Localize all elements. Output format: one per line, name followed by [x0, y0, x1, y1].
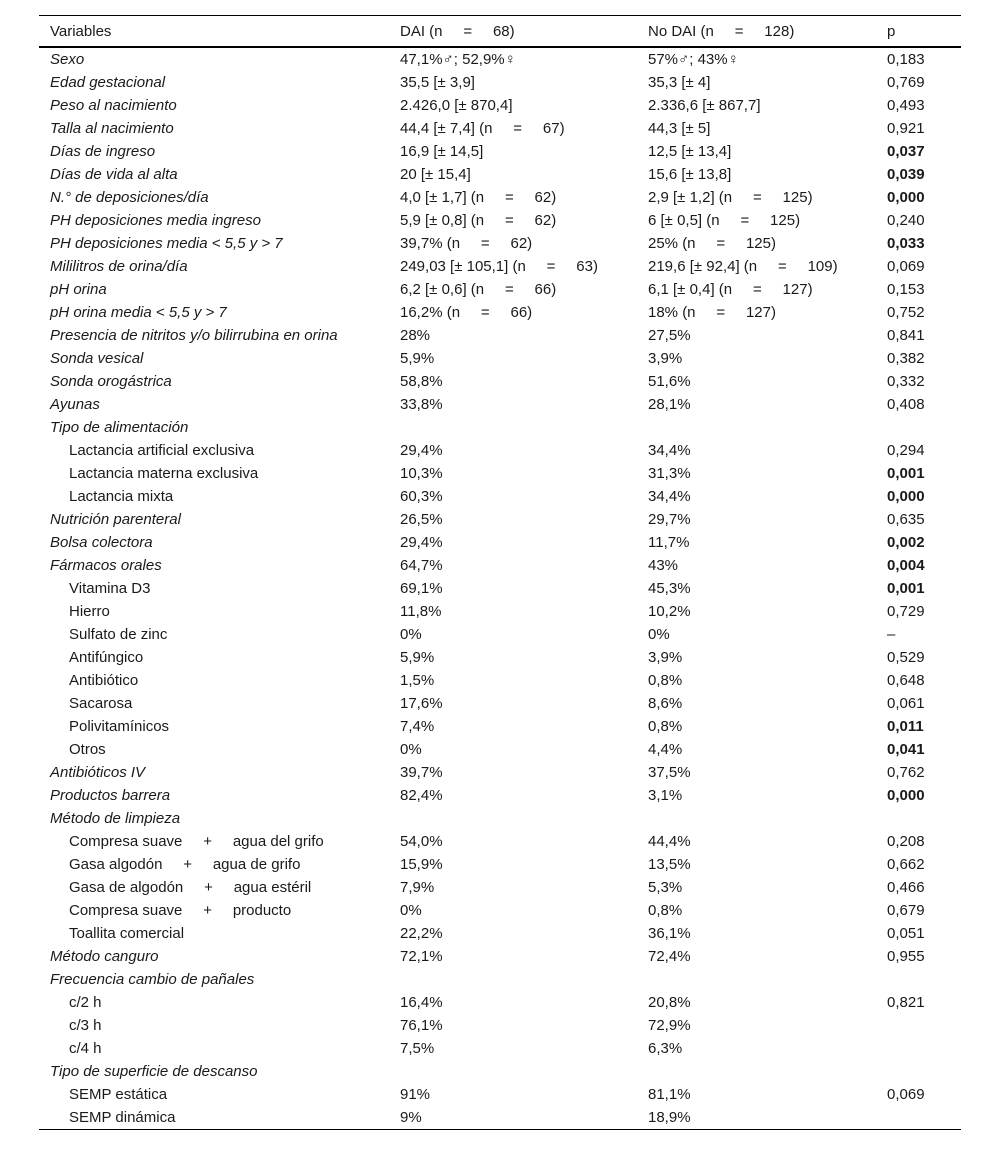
cell-dai: 7,5%	[400, 1040, 435, 1057]
cell-dai: 47,1%♂; 52,9%♀	[400, 51, 516, 68]
cell-no-dai: 0,8%	[648, 718, 683, 735]
cell-p-value: 0,382	[887, 350, 925, 367]
table-row	[39, 1014, 961, 1037]
cell-no-dai: 6,3%	[648, 1040, 683, 1057]
table-row	[39, 600, 961, 623]
table-row	[39, 784, 961, 807]
cell-variable: N.° de deposiciones/día	[50, 189, 209, 206]
cell-variable: Sulfato de zinc	[69, 626, 168, 643]
cell-dai: 20 [± 15,4]	[400, 166, 471, 183]
cell-p-value: 0,011	[887, 718, 924, 735]
table-header	[39, 16, 961, 48]
header-variables: Variables	[50, 22, 112, 40]
cell-p-value: –	[887, 626, 896, 643]
cell-no-dai: 3,9%	[648, 649, 683, 666]
cell-variable: Talla al nacimiento	[50, 120, 174, 137]
cell-p-value: 0,648	[887, 672, 925, 689]
table-row	[39, 554, 961, 577]
cell-no-dai: 13,5%	[648, 856, 691, 873]
cell-p-value: 0,001	[887, 580, 925, 597]
cell-no-dai: 34,4%	[648, 488, 691, 505]
cell-p-value: 0,662	[887, 856, 925, 873]
header-no-dai: No DAI (n = 128)	[648, 22, 795, 40]
cell-p-value: 0,955	[887, 948, 925, 965]
cell-dai: 10,3%	[400, 465, 443, 482]
cell-no-dai: 11,7%	[648, 534, 690, 551]
cell-no-dai: 28,1%	[648, 396, 691, 413]
table-row	[39, 324, 961, 347]
cell-dai: 54,0%	[400, 833, 443, 850]
cell-p-value: 0,762	[887, 764, 925, 781]
cell-p-value: 0,069	[887, 258, 925, 275]
cell-no-dai: 45,3%	[648, 580, 691, 597]
cell-variable: pH orina media < 5,5 y > 7	[50, 304, 227, 321]
cell-no-dai: 51,6%	[648, 373, 691, 390]
cell-no-dai: 10,2%	[648, 603, 691, 620]
cell-p-value: 0,529	[887, 649, 925, 666]
cell-p-value: 0,002	[887, 534, 925, 551]
cell-dai: 1,5%	[400, 672, 435, 689]
cell-dai: 0%	[400, 626, 422, 643]
table-row	[39, 1037, 961, 1060]
cell-variable: Otros	[69, 741, 106, 758]
cell-dai	[389, 807, 637, 830]
cell-no-dai: 15,6 [± 13,8]	[648, 166, 732, 183]
table-container	[39, 15, 961, 1130]
cell-no-dai	[637, 416, 876, 439]
cell-variable: Gasa de algodón + agua estéril	[69, 879, 312, 896]
cell-no-dai: 81,1%	[648, 1086, 691, 1103]
cell-p-value: 0,208	[887, 833, 925, 850]
cell-no-dai: 0%	[648, 626, 670, 643]
cell-p-value: 0,769	[887, 74, 925, 91]
table-row	[39, 301, 961, 324]
cell-dai: 76,1%	[400, 1017, 443, 1034]
cell-variable: Peso al nacimiento	[50, 97, 177, 114]
cell-dai: 16,4%	[400, 994, 443, 1011]
cell-no-dai: 35,3 [± 4]	[648, 74, 711, 91]
cell-dai: 11,8%	[400, 603, 442, 620]
table-body	[39, 47, 961, 1130]
table-row	[39, 47, 961, 71]
cell-no-dai: 31,3%	[648, 465, 691, 482]
cell-dai	[389, 416, 637, 439]
cell-no-dai: 8,6%	[648, 695, 683, 712]
cell-p-value: 0,921	[887, 120, 925, 137]
table-row	[39, 1083, 961, 1106]
table-row	[39, 94, 961, 117]
cell-dai: 0%	[400, 741, 422, 758]
table-row	[39, 278, 961, 301]
cell-variable: Presencia de nitritos y/o bilirrubina en orina	[50, 327, 338, 344]
cell-dai: 7,4%	[400, 718, 435, 735]
table-row	[39, 1060, 961, 1083]
table-row	[39, 393, 961, 416]
cell-p-value	[876, 968, 961, 991]
cell-no-dai: 27,5%	[648, 327, 691, 344]
cell-no-dai: 72,9%	[648, 1017, 691, 1034]
cell-p-value: 0,153	[887, 281, 925, 298]
table-row	[39, 347, 961, 370]
cell-variable: Toallita comercial	[69, 925, 185, 942]
table-row	[39, 761, 961, 784]
cell-dai: 69,1%	[400, 580, 443, 597]
cell-no-dai: 18% (n = 127)	[648, 304, 776, 321]
table-row	[39, 669, 961, 692]
cell-dai: 4,0 [± 1,7] (n = 62)	[400, 189, 557, 206]
cell-dai: 64,7%	[400, 557, 443, 574]
cell-p-value: 0,061	[887, 695, 925, 712]
table-row	[39, 692, 961, 715]
cell-p-value: 0,041	[887, 741, 925, 758]
cell-no-dai: 20,8%	[648, 994, 691, 1011]
cell-p-value: 0,000	[887, 787, 925, 804]
cell-no-dai	[637, 807, 876, 830]
table-row	[39, 531, 961, 554]
cell-dai: 0%	[400, 902, 422, 919]
cell-variable: Días de vida al alta	[50, 166, 178, 183]
cell-variable: Hierro	[69, 603, 110, 620]
cell-dai: 15,9%	[400, 856, 443, 873]
cell-variable: c/4 h	[69, 1040, 102, 1057]
cell-dai: 28%	[400, 327, 431, 344]
cell-dai: 58,8%	[400, 373, 443, 390]
cell-no-dai: 43%	[648, 557, 679, 574]
table-row	[39, 899, 961, 922]
cell-no-dai: 44,4%	[648, 833, 691, 850]
table-row	[39, 209, 961, 232]
cell-variable: Compresa suave + agua del grifo	[69, 833, 324, 850]
cell-dai: 22,2%	[400, 925, 443, 942]
table-row	[39, 462, 961, 485]
cell-p-value	[876, 1037, 961, 1060]
cell-p-value: 0,033	[887, 235, 925, 252]
cell-p-value: 0,183	[887, 51, 925, 68]
table-row	[39, 255, 961, 278]
cell-p-value: 0,493	[887, 97, 925, 114]
cell-no-dai: 37,5%	[648, 764, 691, 781]
cell-dai: 26,5%	[400, 511, 443, 528]
cell-no-dai: 4,4%	[648, 741, 683, 758]
table-row	[39, 508, 961, 531]
cell-p-value: 0,004	[887, 557, 925, 574]
table-row	[39, 876, 961, 899]
cell-variable: Tipo de alimentación	[50, 419, 189, 436]
table-row	[39, 485, 961, 508]
cell-variable: Método de limpieza	[50, 810, 181, 827]
table-row	[39, 853, 961, 876]
table-row	[39, 991, 961, 1014]
cell-no-dai: 3,9%	[648, 350, 683, 367]
cell-dai: 2.426,0 [± 870,4]	[400, 97, 513, 114]
cell-variable: Lactancia materna exclusiva	[69, 465, 259, 482]
table-row	[39, 117, 961, 140]
table-row	[39, 416, 961, 439]
cell-variable: Mililitros de orina/día	[50, 258, 188, 275]
cell-no-dai: 44,3 [± 5]	[648, 120, 711, 137]
cell-variable: PH deposiciones media < 5,5 y > 7	[50, 235, 283, 252]
cell-dai: 39,7% (n = 62)	[400, 235, 533, 252]
cell-p-value: 0,039	[887, 166, 925, 183]
cell-p-value: 0,332	[887, 373, 925, 390]
table-row	[39, 370, 961, 393]
cell-variable: Lactancia mixta	[69, 488, 174, 505]
header-p: p	[887, 22, 896, 40]
cell-p-value: 0,841	[887, 327, 925, 344]
cell-p-value: 0,294	[887, 442, 925, 459]
cell-no-dai	[637, 1060, 876, 1083]
header-row	[39, 16, 961, 48]
cell-p-value: 0,000	[887, 189, 925, 206]
cell-no-dai: 219,6 [± 92,4] (n = 109)	[648, 258, 838, 275]
cell-variable: Lactancia artificial exclusiva	[69, 442, 255, 459]
cell-dai: 7,9%	[400, 879, 435, 896]
header-dai: DAI (n = 68)	[400, 22, 515, 40]
cell-no-dai: 5,3%	[648, 879, 683, 896]
cell-p-value: 0,000	[887, 488, 925, 505]
cell-p-value: 0,037	[887, 143, 925, 160]
table-row	[39, 186, 961, 209]
cell-no-dai: 6 [± 0,5] (n = 125)	[648, 212, 801, 229]
table-row	[39, 623, 961, 646]
cell-variable: Antifúngico	[69, 649, 144, 666]
cell-dai: 5,9 [± 0,8] (n = 62)	[400, 212, 557, 229]
table-row	[39, 439, 961, 462]
cell-dai: 72,1%	[400, 948, 443, 965]
cell-dai: 16,2% (n = 66)	[400, 304, 533, 321]
table-row	[39, 163, 961, 186]
table-row	[39, 807, 961, 830]
cell-p-value: 0,729	[887, 603, 925, 620]
cell-variable: Ayunas	[50, 396, 100, 413]
cell-no-dai: 12,5 [± 13,4]	[648, 143, 732, 160]
cell-variable: Sonda orogástrica	[50, 373, 172, 390]
cell-no-dai: 0,8%	[648, 902, 683, 919]
cell-variable: Tipo de superficie de descanso	[50, 1063, 258, 1080]
cell-variable: Productos barrera	[50, 787, 171, 804]
results-table	[39, 15, 961, 1130]
table-row	[39, 830, 961, 853]
cell-variable: Nutrición parenteral	[50, 511, 181, 528]
cell-no-dai: 2.336,6 [± 867,7]	[648, 97, 761, 114]
cell-p-value	[876, 1106, 961, 1130]
cell-dai: 44,4 [± 7,4] (n = 67)	[400, 120, 565, 137]
table-row	[39, 922, 961, 945]
cell-variable: Sonda vesical	[50, 350, 144, 367]
cell-p-value	[876, 1014, 961, 1037]
cell-dai: 60,3%	[400, 488, 443, 505]
table-row	[39, 140, 961, 163]
cell-variable: Antibiótico	[69, 672, 139, 689]
table-row	[39, 715, 961, 738]
cell-variable: Polivitamínicos	[69, 718, 170, 735]
cell-no-dai: 3,1%	[648, 787, 683, 804]
cell-p-value: 0,240	[887, 212, 925, 229]
table-row	[39, 577, 961, 600]
cell-no-dai: 18,9%	[648, 1109, 691, 1126]
cell-p-value: 0,069	[887, 1086, 925, 1103]
cell-no-dai: 72,4%	[648, 948, 691, 965]
cell-no-dai: 6,1 [± 0,4] (n = 127)	[648, 281, 813, 298]
cell-no-dai	[637, 968, 876, 991]
cell-variable: Método canguro	[50, 948, 159, 965]
cell-p-value	[876, 1060, 961, 1083]
cell-dai: 29,4%	[400, 442, 443, 459]
cell-p-value	[876, 807, 961, 830]
cell-p-value: 0,821	[887, 994, 925, 1011]
cell-p-value: 0,466	[887, 879, 925, 896]
cell-dai: 35,5 [± 3,9]	[400, 74, 475, 91]
cell-p-value: 0,635	[887, 511, 925, 528]
cell-p-value: 0,001	[887, 465, 925, 482]
cell-no-dai: 25% (n = 125)	[648, 235, 776, 252]
cell-no-dai: 0,8%	[648, 672, 683, 689]
cell-dai: 91%	[400, 1086, 431, 1103]
table-row	[39, 968, 961, 991]
cell-variable: Frecuencia cambio de pañales	[50, 971, 255, 988]
cell-dai: 39,7%	[400, 764, 443, 781]
cell-variable: Antibióticos IV	[50, 764, 146, 781]
cell-variable: Sexo	[50, 51, 85, 68]
cell-variable: Vitamina D3	[69, 580, 151, 597]
cell-no-dai: 36,1%	[648, 925, 691, 942]
cell-variable: c/3 h	[69, 1017, 102, 1034]
cell-variable: Bolsa colectora	[50, 534, 153, 551]
cell-dai: 82,4%	[400, 787, 443, 804]
cell-variable: Días de ingreso	[50, 143, 156, 160]
cell-variable: Sacarosa	[69, 695, 133, 712]
table-row	[39, 738, 961, 761]
cell-dai: 17,6%	[400, 695, 443, 712]
cell-variable: Compresa suave + producto	[69, 902, 292, 919]
cell-dai: 33,8%	[400, 396, 443, 413]
cell-variable: Gasa algodón + agua de grifo	[69, 856, 301, 873]
cell-dai: 16,9 [± 14,5]	[400, 143, 484, 160]
cell-variable: SEMP dinámica	[69, 1109, 176, 1126]
cell-variable: pH orina	[50, 281, 107, 298]
cell-dai: 6,2 [± 0,6] (n = 66)	[400, 281, 557, 298]
cell-variable: PH deposiciones media ingreso	[50, 212, 261, 229]
cell-variable: Edad gestacional	[50, 74, 166, 91]
cell-variable: Fármacos orales	[50, 557, 162, 574]
cell-variable: SEMP estática	[69, 1086, 168, 1103]
table-row	[39, 945, 961, 968]
table-row	[39, 232, 961, 255]
cell-dai: 5,9%	[400, 350, 435, 367]
cell-no-dai: 2,9 [± 1,2] (n = 125)	[648, 189, 813, 206]
cell-dai: 29,4%	[400, 534, 443, 551]
cell-p-value: 0,752	[887, 304, 925, 321]
cell-no-dai: 34,4%	[648, 442, 691, 459]
cell-p-value: 0,679	[887, 902, 925, 919]
cell-no-dai: 29,7%	[648, 511, 691, 528]
cell-dai	[389, 1060, 637, 1083]
table-row	[39, 1106, 961, 1130]
cell-no-dai: 57%♂; 43%♀	[648, 51, 739, 68]
cell-p-value: 0,051	[887, 925, 925, 942]
cell-p-value	[876, 416, 961, 439]
cell-variable: c/2 h	[69, 994, 102, 1011]
cell-dai: 5,9%	[400, 649, 435, 666]
cell-dai	[389, 968, 637, 991]
cell-dai: 249,03 [± 105,1] (n = 63)	[400, 258, 598, 275]
cell-dai: 9%	[400, 1109, 422, 1126]
table-row	[39, 646, 961, 669]
table-row	[39, 71, 961, 94]
cell-p-value: 0,408	[887, 396, 925, 413]
